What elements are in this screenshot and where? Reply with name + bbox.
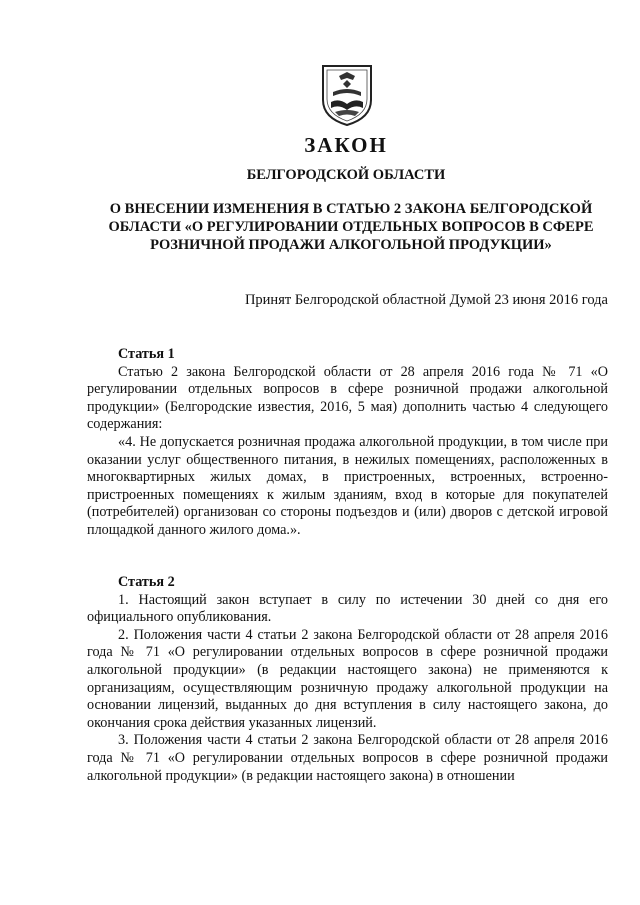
article-2-title: Статья 2 [118,574,175,590]
article-2-paragraph-2: 2. Положения части 4 статьи 2 закона Белгородской области от 28 апреля 2016 года № 71 «О регулировании отдельных вопросов в сфере розничной продажи алкогольной продукции» (в редакции настоящего закона) не применяются к организациям, осуществляющим розничную продажу алкогольной продукции на основании лицензий, выданных до дня вступления в силу настоящего закона, до окончания срока действия указанных лицензий. [87,626,608,731]
coat-of-arms-emblem [317,62,377,128]
article-1-paragraph-1: Статью 2 закона Белгородской области от 28 апреля 2016 года № 71 «О регулировании отдельных вопросов в сфере розничной продажи алкогольной продукции» (Белгородские известия, 2016, 5 мая) дополнить частью 4 следующего содержания: [87,363,608,433]
adoption-note: Принят Белгородской областной Думой 23 июня 2016 года [244,292,608,308]
document-title: ЗАКОН [304,133,388,157]
document-heading: О ВНЕСЕНИИ ИЗМЕНЕНИЯ В СТАТЬЮ 2 ЗАКОНА БЕЛГОРОДСКОЙ ОБЛАСТИ «О РЕГУЛИРОВАНИИ ОТДЕЛЬНЫХ ВОПРОСОВ В СФЕРЕ РОЗНИЧНОЙ ПРОДАЖИ АЛКОГОЛЬНОЙ ПРОДУКЦИИ» [108,201,594,253]
article-1-title: Статья 1 [118,346,175,362]
article-2-paragraph-3: 3. Положения части 4 статьи 2 закона Белгородской области от 28 апреля 2016 года № 71 «О регулировании отдельных вопросов в сфере розничной продажи алкогольной продукции» (в редакции настоящего закона) в отношении [87,732,608,784]
article-1 [87,346,608,540]
article-2-paragraph-1: 1. Настоящий закон вступает в силу по истечении 30 дней со дня его официального опубликования. [87,591,608,626]
article-2 [87,574,608,785]
article-1-paragraph-2: «4. Не допускается розничная продажа алкогольной продукции, в том числе при оказании услуг общественного питания, в нежилых помещениях, расположенных в многоквартирных жилых домах, в пристроенных, встроенных, встроенно-пристроенных помещениях к жилым зданиям, вход в которые для покупателей (потребителей) организован со стороны подъездов и (или) дворов с детской игровой площадкой данного жилого дома.». [87,433,608,538]
document-region: БЕЛГОРОДСКОЙ ОБЛАСТИ [246,167,446,183]
